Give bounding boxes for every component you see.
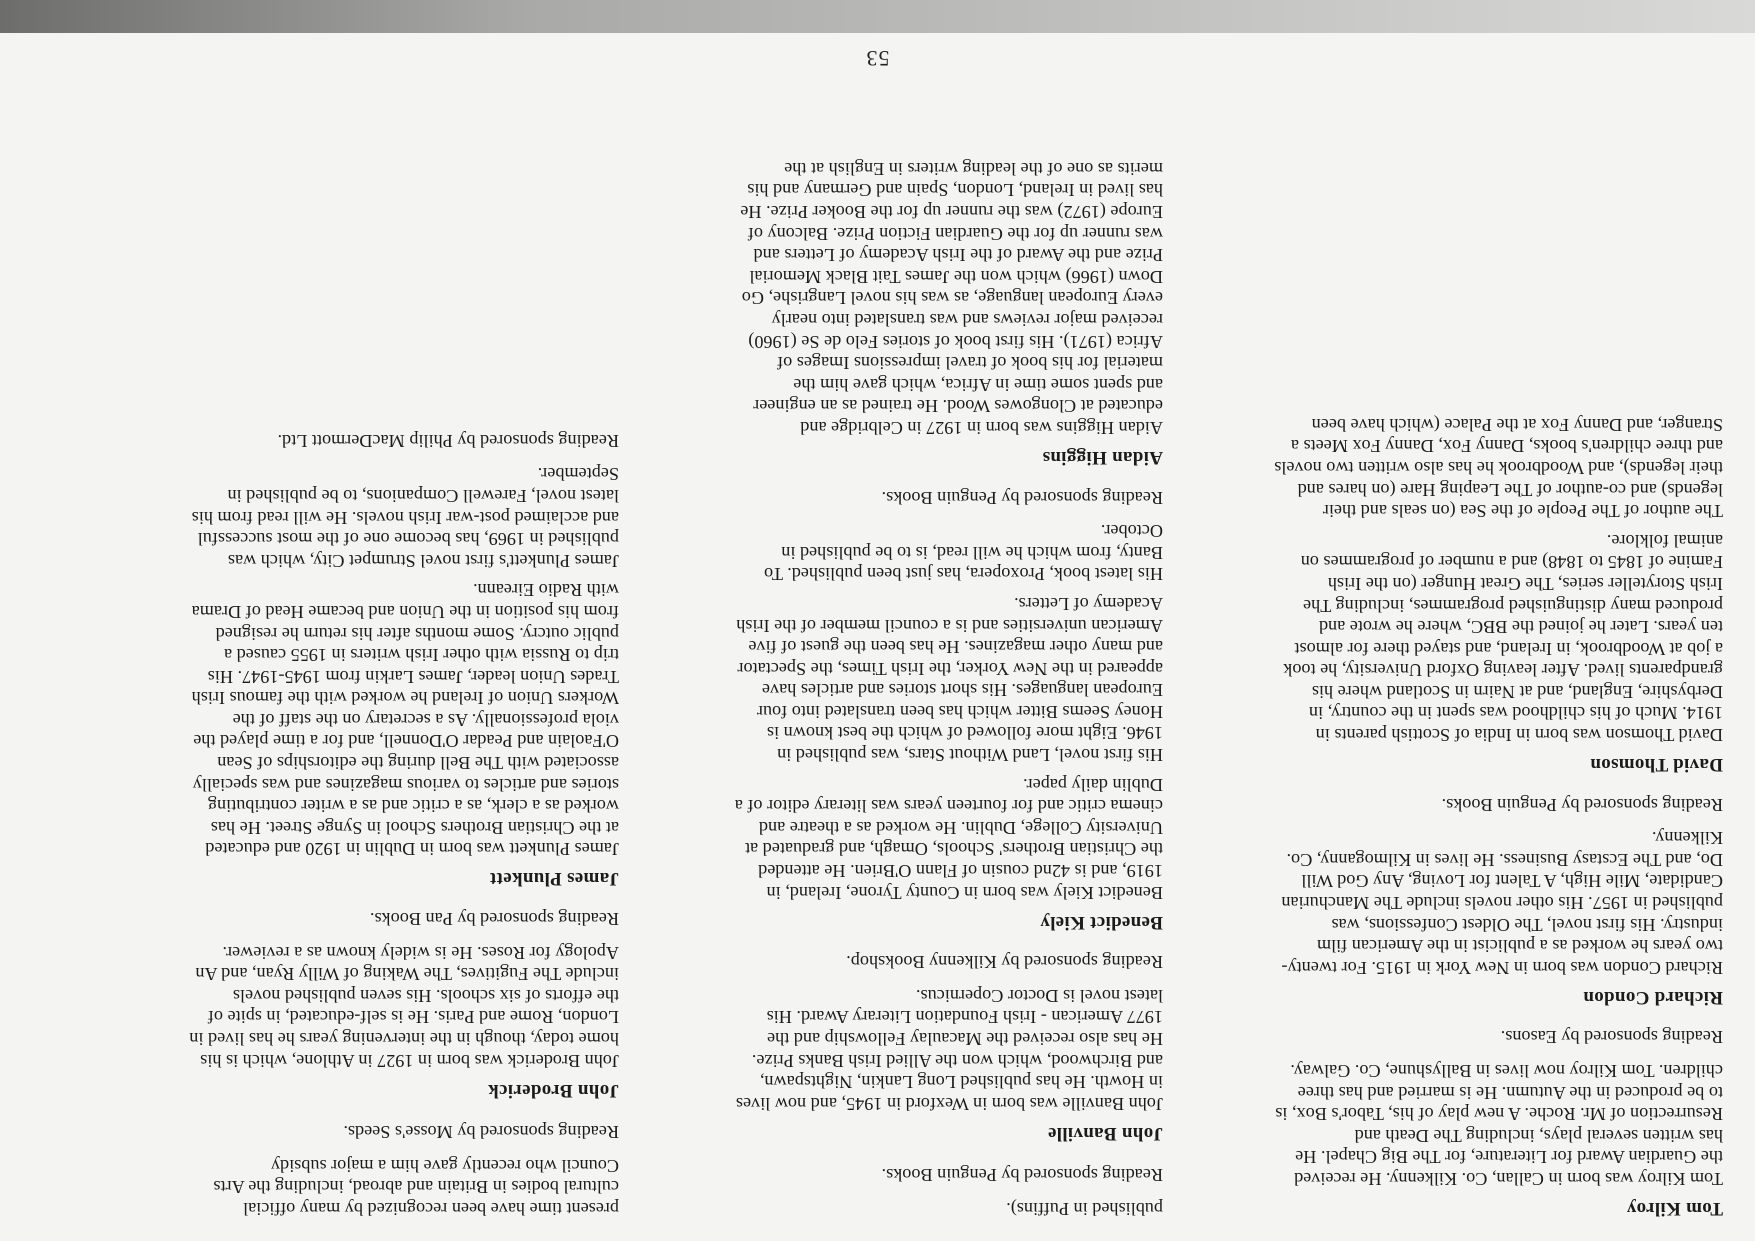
author-entry [189,907,619,1100]
bio-paragraph: The author of The People of the Sea (on seals and their legends) and co-author of The Leaping Hare (on hares and their legends), and Woodbrook he has also written two novels and three children's books, Danny Fox, Danny Fox Meets a Stranger, and Danny Fox at the Palace (which have been [1274,414,1723,522]
author-entry [1273,793,1723,1008]
author-name: Tom Kilroy [1626,1198,1723,1219]
author-bio [1273,827,1723,978]
author-bio [189,941,619,1071]
author-entry [1273,413,1723,775]
sponsor-line: Reading sponsored by Penguin Books. [881,487,1163,508]
author-entry [733,486,1163,933]
author-name: John Broderick [487,1079,619,1101]
author-name: James Plunkett [489,868,619,890]
sponsor-line: Reading sponsored by Easons. [1500,1027,1723,1048]
author-entry [733,157,1163,468]
bio-paragraph: His first novel, Land Without Stars, was published in 1946. Eight more followed of which the best known is Honey Seems Bitter which has been translated into four European languages. His short stories and articles have appeared in the New Yorker, the Irish Times, the Spectator and many other magazines. He has been the guest of five American universities and is a council member of the Irish Academy of Letters. [736,593,1163,766]
author-name: Benedict Kiely [1040,911,1163,933]
bio-paragraph: His latest book, Proxopera, has just been published. To Banty, from which he will read, is to be published in October. [764,521,1163,585]
author-bio [733,520,1163,903]
sponsor-line: Reading sponsored by Kilkenny Bookshop. [846,952,1163,973]
scan-edge-shadow [0,0,1755,33]
author-entry [189,429,619,889]
author-bio [1273,413,1723,745]
bio-paragraph: John Banville was born in Wexford in 1945, and now lives in Howth. He has published Long Lankin, Nightspawn, and Birchwood, which won the Allied Irish Banks Prize. He has also received the Macaulay Fellowship and the 1977 American - Irish Foundation Literary Award. His latest novel is Doctor Copernicus. [735,985,1163,1114]
column-2 [733,139,1163,1219]
bio-paragraph: Richard Condon was born in New York in 1915. For twenty-two years he worked as a publicist in the American film industry. His first novel, The Oldest Confessions, was published in 1957. His other novels include The Manchurian Candidate, Mile High, A Talent for Loving, Any God Will Do, and The Ecstasy Business. He lives in Kilmoganny, Co. Kilkenny. [1281,828,1723,978]
bio-paragraph: Benedict Kiely was born in County Tyrone, Ireland, in 1919, and is 42nd cousin of Flann O'Brien. He attended the Christian Brothers' Schools, Omagh, and graduated at University College, Dublin. He worked as a theatre and cinema critic and for fourteen years was literary editor of a Dublin daily paper. [734,774,1163,903]
page-number: 53 [865,46,890,71]
continued-text: published in Puffins). [1006,1199,1163,1219]
sponsor-line: Reading sponsored by Pan Books. [369,909,619,930]
author-name: Aidan Higgins [1042,446,1163,468]
author-name: Richard Condon [1583,986,1723,1008]
sponsor-line: Reading sponsored by Penguin Books. [1441,794,1723,815]
author-bio [733,984,1163,1114]
author-bio [733,157,1163,438]
author-bio [189,463,619,860]
bio-paragraph: Tom Kilroy was born in Callan, Co. Kilkenny. He received the Guardian Award for Literature, for The Big Chapel. He has written several plays, including The Death and Resurrection of Mr. Roche. A new play of his, Tabor's Box, is to be produced in the Autumn. He is married and has three children. Tom Kilroy now lives in Ballyshune, Co. Galway. [1275,1061,1723,1189]
bio-paragraph: Aidan Higgins was born in 1927 in Celbridge and educated at Clongowes Wood. He trained as an engineer and spent some time in Africa, which gave him the material for his book of travel impressions Images of Africa (1971). His first book of stories Felo de Se (1960) received major reviews and was translated into nearly every European language, as was his novel Langrishe, Go Down (1966) which won the James Tait Black Memorial Prize and the Award of the Irish Academy of Letters and was runner up for the Guardian Fiction Prize. Balcony of Europe (1972) was the runner up for the Booker Prize. He has lived in Ireland, London, Spain and Germany and his merits as one of the leading writers in English at the [740,158,1163,438]
sponsor-line: Reading sponsored by Philip MacDermott Ltd. [277,430,619,451]
author-name: John Banville [1047,1122,1163,1144]
continued-text: present time have been recognized by many official cultural bodies in Britain and abroad, including the Arts Council who recently gave him a major subsidy [213,1155,619,1219]
column-1 [1273,395,1723,1219]
author-entry [733,951,1163,1144]
bio-paragraph: James Plunkett was born in Dublin in 1920 and educated at the Christian Brothers School in Synge Street. He has worked as a clerk, as a critic and as a writer contributing stories and articles to various magazines and was specially associated with The Bell during the editorships of Sean O'Faolain and Peadar O'Donnell, and for a time played the viola professionally. As a secretary on the staff of the Workers Union of Ireland he worked with the famous Irish Trades Union leader, James Larkin from 1945-1947. His trip to Russia with other Irish writers in 1955 caused a public outcry. Some months after his return he resigned from his position in the Union and became Head of Drama with Radio Eireann. [191,580,619,860]
author-entry [1273,1026,1723,1219]
author-bio [1273,1059,1723,1189]
bio-paragraph: John Broderick was born in 1927 in Athlone, which is his home today, though in the intervening years he has lived in London, Rome and Paris. He is self-educated, in spite of the efforts of six schools. His seven published novels include The Fugitives, The Waking of Willy Ryan, and An Apology for Roses. He is widely known as a reviewer. [189,942,619,1071]
sponsor-line: Reading sponsored by Mosse's Seeds. [343,1122,619,1143]
bio-paragraph: David Thomson was born in India of Scottish parents in 1914. Much of his childhood was spent in the country, in Derbyshire, England, and at Nairn in Scotland where his grandparents lived. After leaving Oxford University, he took a job at Woodbrook, in Ireland, and stayed there for almost ten years. Later he joined the BBC, where he wrote and produced many distinguished programmes, including The Irish Storyteller series, The Great Hunger (on the Irish Famine of 1845 to 1848) and a number of programmes on animal folklore. [1283,530,1723,746]
sponsor-line: Reading sponsored by Penguin Books. [881,1165,1163,1186]
author-name: David Thomson [1590,754,1723,776]
bio-paragraph: James Plunkett's first novel Strumpet City, which was published in 1969, has become one of the most successful and acclaimed post-war Irish novels. He will read from his latest novel, Farewell Companions, to be published in September. [191,464,619,571]
column-3 [189,411,619,1219]
